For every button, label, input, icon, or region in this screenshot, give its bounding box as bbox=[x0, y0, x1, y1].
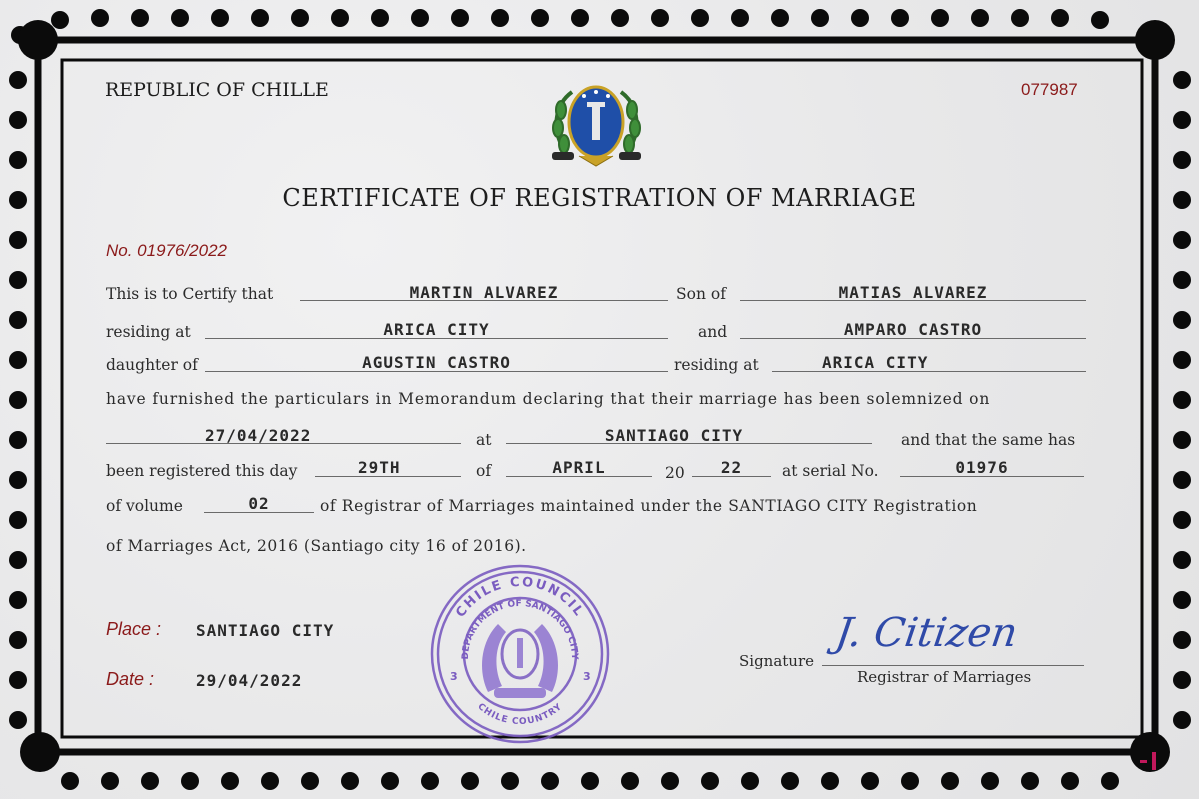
registration-day: 29TH bbox=[358, 458, 401, 477]
certificate-number: No. 01976/2022 bbox=[106, 241, 227, 260]
daughter-of-label: daughter of bbox=[106, 356, 198, 374]
registration-month: APRIL bbox=[552, 458, 606, 477]
republic-heading: REPUBLIC OF CHILLE bbox=[105, 79, 329, 101]
registration-year: 22 bbox=[720, 458, 743, 477]
official-stamp bbox=[428, 562, 612, 746]
place-label: Place : bbox=[106, 619, 162, 639]
stamp-bottom-text: CHILE COUNTRY bbox=[475, 701, 565, 728]
groom-father: MATIAS ALVAREZ bbox=[838, 283, 988, 302]
stamp-top-text: CHILE COUNCIL bbox=[453, 574, 587, 621]
same-has-text: and that the same has bbox=[901, 431, 1076, 449]
certify-label: This is to Certify that bbox=[106, 285, 274, 303]
serial-no-label: at serial No. bbox=[782, 462, 879, 480]
stamp-crest-icon bbox=[482, 624, 558, 698]
bride-parent: AGUSTIN CASTRO bbox=[362, 353, 511, 372]
place-value: SANTIAGO CITY bbox=[196, 621, 335, 640]
volume-number: 02 bbox=[248, 494, 270, 513]
bride-name: AMPARO CASTRO bbox=[843, 320, 983, 339]
volume-label: of volume bbox=[106, 497, 183, 515]
handwritten-signature: J. Citizen bbox=[832, 610, 1021, 656]
stamp-left-number: 3 bbox=[450, 670, 458, 683]
signature-line bbox=[822, 665, 1084, 666]
century-prefix: 20 bbox=[665, 464, 685, 482]
bride-residence: ARICA CITY bbox=[822, 353, 929, 372]
groom-name: MARTIN ALVAREZ bbox=[409, 283, 559, 302]
memorandum-text: have furnished the particulars in Memorandum declaring that their marriage has been solemnized on bbox=[106, 390, 991, 408]
signature-label: Signature bbox=[739, 652, 815, 670]
registrar-text: of Registrar of Marriages maintained under the SANTIAGO CITY Registration bbox=[320, 497, 978, 515]
residing-at-label: residing at bbox=[106, 323, 191, 341]
residing-at-label-2: residing at bbox=[674, 356, 759, 374]
of-label: of bbox=[476, 462, 492, 480]
at-label: at bbox=[476, 431, 492, 449]
top-serial-number: 077987 bbox=[1021, 80, 1078, 99]
marriage-place: SANTIAGO CITY bbox=[604, 426, 744, 445]
marriage-date: 27/04/2022 bbox=[205, 426, 312, 445]
coat-of-arms-emblem bbox=[544, 80, 649, 170]
registrar-title: Registrar of Marriages bbox=[857, 668, 1032, 686]
bride-residence-line bbox=[772, 371, 1086, 372]
certificate-title: CERTIFICATE OF REGISTRATION OF MARRIAGE bbox=[282, 184, 917, 212]
stamp-inner-text: DEPARTMENT OF SANTIAGO CITY bbox=[460, 598, 580, 660]
act-text: of Marriages Act, 2016 (Santiago city 16 of 2016). bbox=[106, 537, 527, 555]
date-value: 29/04/2022 bbox=[196, 671, 303, 690]
serial-number: 01976 bbox=[955, 458, 1009, 477]
date-label: Date : bbox=[106, 669, 155, 689]
and-label: and bbox=[698, 323, 728, 341]
son-of-label: Son of bbox=[676, 285, 726, 303]
stamp-right-number: 3 bbox=[583, 670, 591, 683]
groom-residence: ARICA CITY bbox=[383, 320, 490, 339]
registered-day-label: been registered this day bbox=[106, 462, 298, 480]
